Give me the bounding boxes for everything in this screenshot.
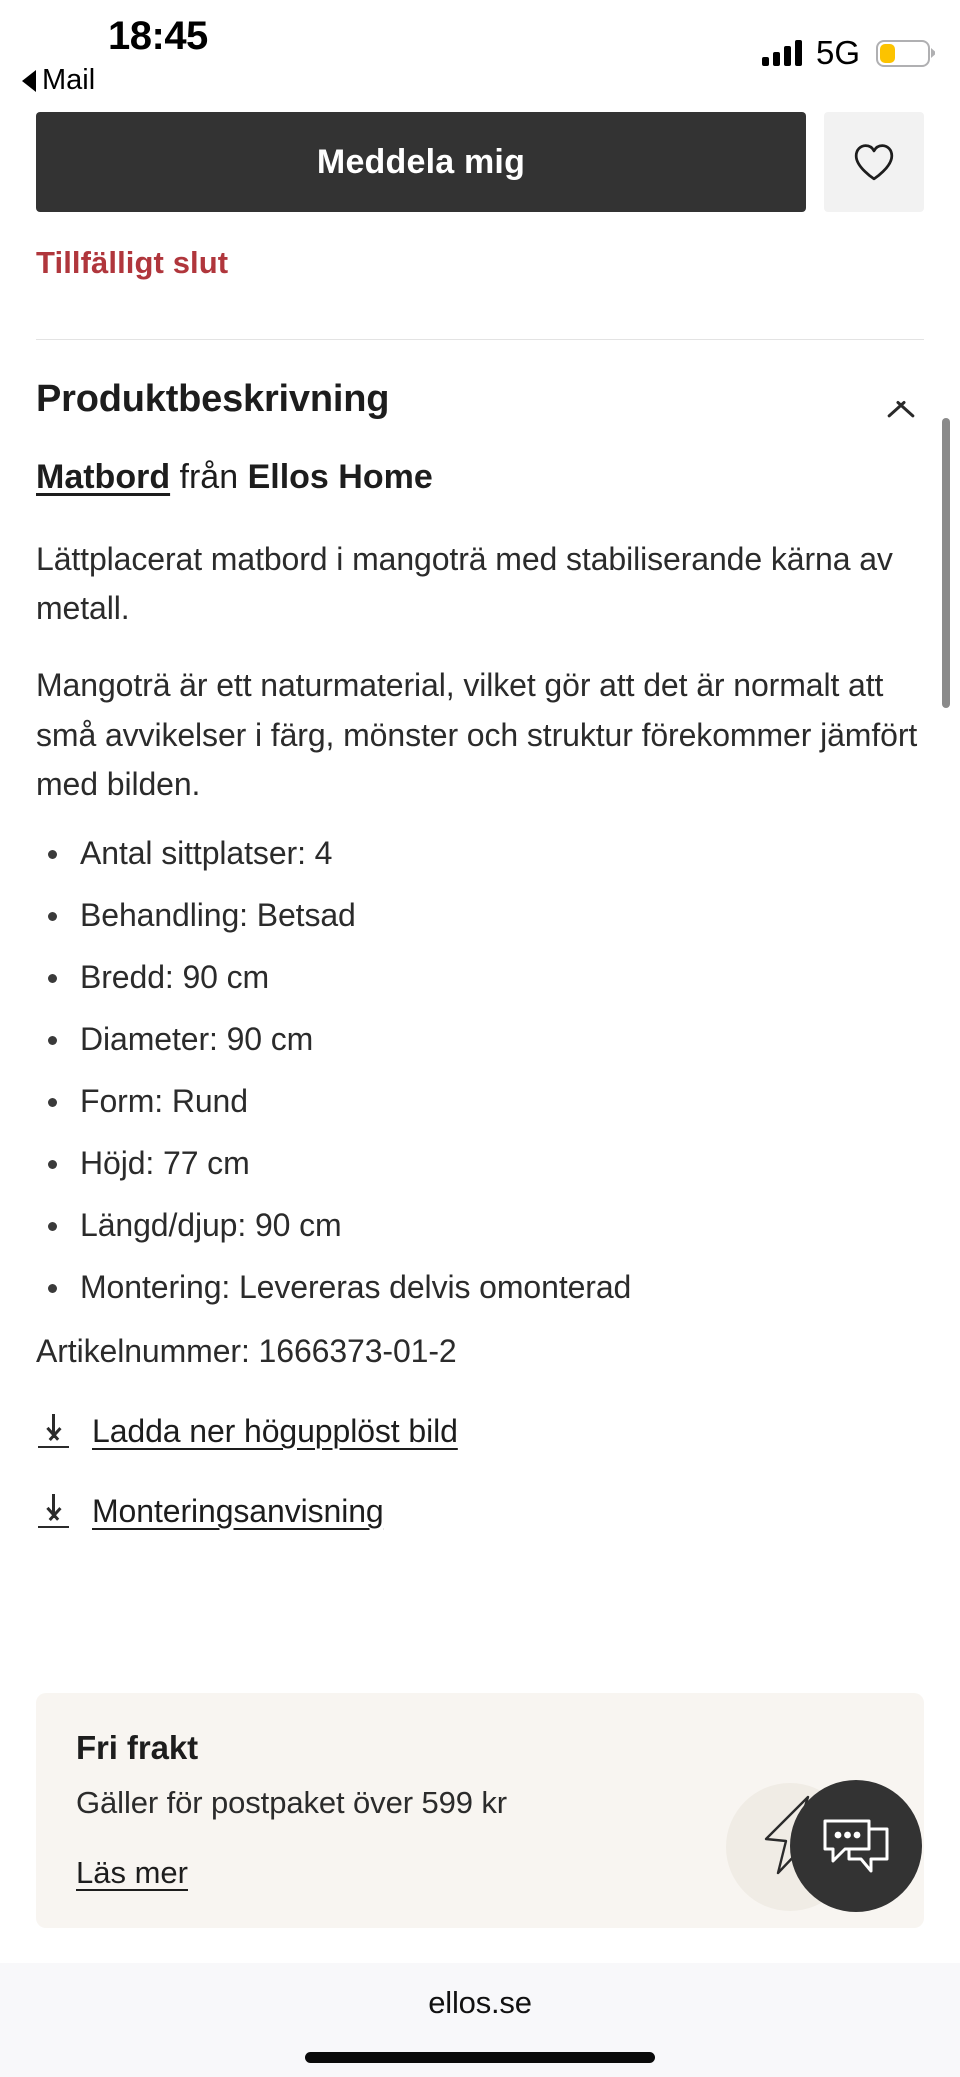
- list-item: Diameter: 90 cm: [36, 1023, 924, 1055]
- list-item: Montering: Levereras delvis omonterad: [36, 1271, 924, 1303]
- product-heading-connector: från: [170, 458, 248, 496]
- download-arrow-icon: [36, 1412, 70, 1450]
- free-shipping-subtitle: Gäller för postpaket över 599 kr: [76, 1785, 508, 1820]
- specification-list: [36, 835, 924, 1306]
- download-arrow-icon: [36, 1492, 70, 1530]
- vertical-scrollbar[interactable]: [942, 418, 950, 708]
- product-name-link[interactable]: Matbord: [36, 458, 171, 496]
- network-type-label: 5G: [815, 34, 860, 71]
- product-description-accordion-header[interactable]: [36, 378, 924, 421]
- chevron-up-icon[interactable]: [884, 390, 918, 410]
- list-item: Behandling: Betsad: [36, 899, 924, 931]
- back-to-mail-label: Mail: [42, 64, 96, 96]
- description-paragraph-1: Lättplacerat matbord i mangoträ med stabiliserande kärna av metall.: [36, 540, 893, 627]
- description-paragraph-2: Mangoträ är ett naturmaterial, vilket gör att det är normalt att små avvikelser i färg, mönster och struktur förekommer jämfört med bilden.: [36, 667, 918, 802]
- product-brand: Ellos Home: [247, 458, 433, 496]
- open-chat-button[interactable]: [790, 1780, 922, 1912]
- chat-bubbles-icon: [819, 1815, 893, 1877]
- read-more-link[interactable]: Läs mer: [76, 1855, 188, 1890]
- page-title: Produktbeskrivning: [36, 378, 390, 420]
- product-description-body: [36, 455, 924, 1530]
- download-highres-image-label: Ladda ner högupplöst bild: [92, 1412, 458, 1449]
- heart-icon: [852, 142, 896, 182]
- free-shipping-title: Fri frakt: [76, 1729, 198, 1766]
- assembly-instructions-link[interactable]: [36, 1492, 924, 1530]
- status-bar: [0, 0, 960, 95]
- action-row: [0, 112, 960, 212]
- notify-me-button[interactable]: Meddela mig: [36, 112, 806, 212]
- list-item: Bredd: 90 cm: [36, 961, 924, 993]
- site-url-label[interactable]: ellos.se: [428, 1985, 532, 2020]
- battery-cap: [931, 48, 935, 58]
- download-highres-image-link[interactable]: [36, 1412, 924, 1450]
- list-item: Längd/djup: 90 cm: [36, 1209, 924, 1241]
- back-to-mail-button[interactable]: [22, 64, 95, 97]
- list-item: Form: Rund: [36, 1085, 924, 1117]
- home-indicator[interactable]: [305, 2052, 655, 2063]
- list-item: Antal sittplatser: 4: [36, 837, 924, 869]
- cellular-signal-icon: [762, 40, 802, 66]
- list-item: Höjd: 77 cm: [36, 1147, 924, 1179]
- stock-status-badge: Tillfälligt slut: [36, 245, 229, 280]
- divider-top: [36, 339, 924, 340]
- status-indicators: [762, 34, 930, 72]
- battery-fill: [880, 44, 895, 63]
- article-number: Artikelnummer: 1666373-01-2: [36, 1333, 457, 1370]
- back-caret-icon: [22, 70, 36, 92]
- assembly-instructions-label: Monteringsanvisning: [92, 1492, 384, 1529]
- battery-icon: [876, 40, 930, 67]
- status-time: 18:45: [108, 14, 208, 58]
- chat-widget: [726, 1775, 926, 1925]
- product-heading: [36, 455, 924, 501]
- add-to-favorites-button[interactable]: [824, 112, 924, 212]
- browser-bottom-bar: [0, 1963, 960, 2077]
